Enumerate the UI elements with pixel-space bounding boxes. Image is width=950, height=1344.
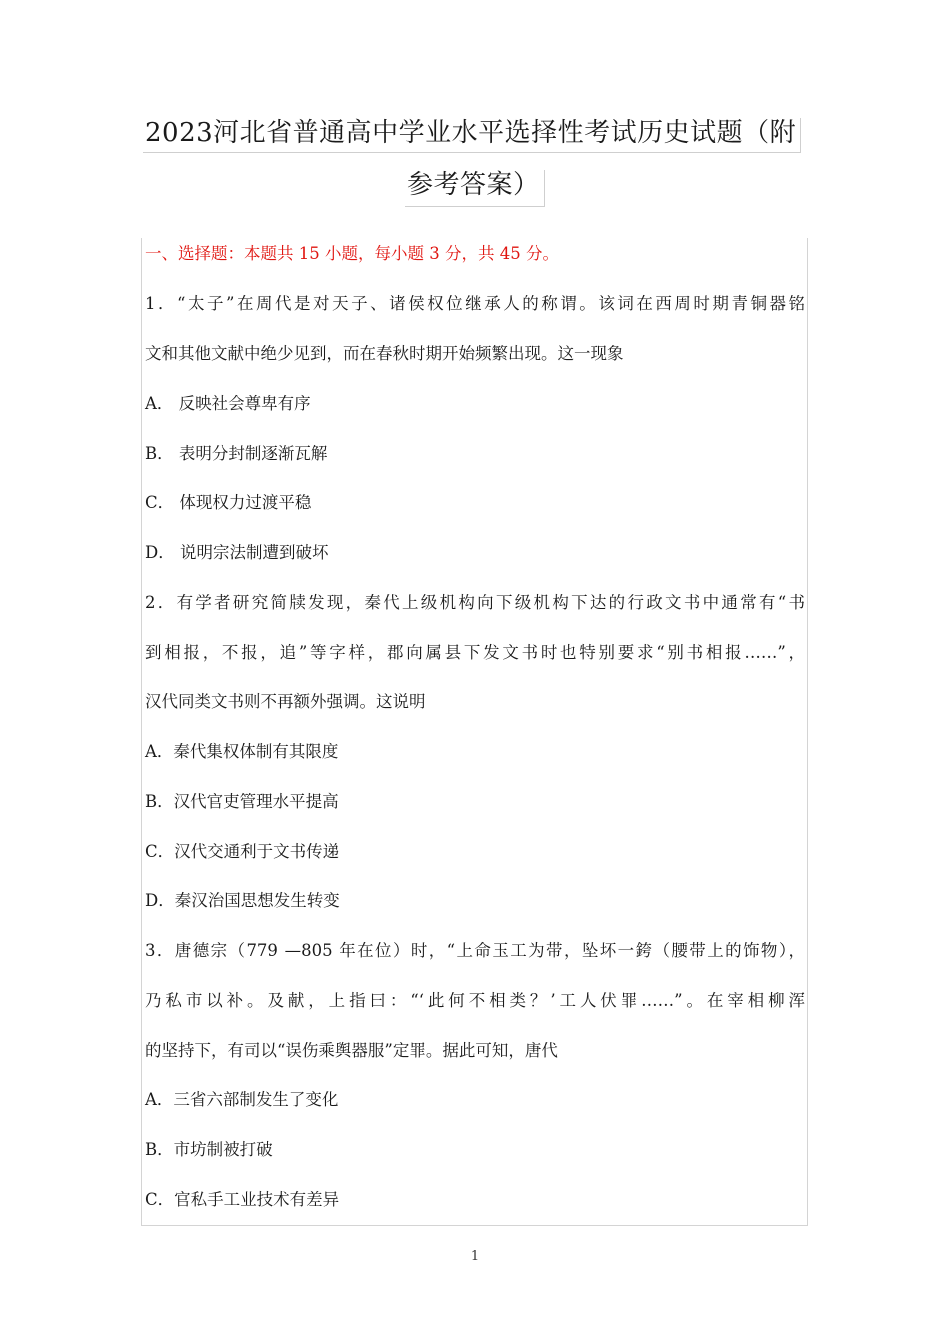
question-1-stem-line-1: 1．“太子”在周代是对天子、诸侯权位继承人的称谓。该词在西周时期青铜器铭	[145, 294, 805, 313]
question-1-option-a: A． 反映社会尊卑有序	[145, 394, 311, 413]
question-2-option-b: B．汉代官吏管理水平提高	[145, 792, 339, 811]
section-heading: 一、选择题：本题共 15 小题，每小题 3 分，共 45 分。	[145, 244, 559, 263]
question-1-option-c: C． 体现权力过渡平稳	[145, 493, 312, 512]
content-frame	[141, 238, 808, 1226]
document-title-line-2: 参考答案）	[405, 170, 545, 207]
question-3-option-b: B．市坊制被打破	[145, 1140, 273, 1159]
question-3-stem-line-2: 乃私市以补。及献，上指曰：“‘此何不相类？’工人伏罪……”。在宰相柳浑	[145, 991, 805, 1010]
question-2-option-d: D．秦汉治国思想发生转变	[145, 891, 340, 910]
question-2-option-a: A．秦代集权体制有其限度	[145, 742, 339, 761]
question-3-stem-line-1: 3．唐德宗（779 —805 年在位）时，“上命玉工为带，坠坏一銙（腰带上的饰物），	[145, 941, 805, 960]
question-1-option-d: D． 说明宗法制遭到破坏	[145, 543, 329, 562]
question-3-stem-line-3: 的坚持下，有司以“误伤乘舆器服”定罪。据此可知，唐代	[145, 1041, 558, 1060]
question-2-stem-line-3: 汉代同类文书则不再额外强调。这说明	[145, 692, 426, 711]
question-3-option-a: A．三省六部制发生了变化	[145, 1090, 339, 1109]
question-3-option-c: C．官私手工业技术有差异	[145, 1190, 340, 1209]
question-2-stem-line-2: 到相报，不报，追”等字样，郡向属县下发文书时也特别要求“别书相报……”，	[145, 643, 805, 662]
question-2-stem-line-1: 2．有学者研究简牍发现，秦代上级机构向下级机构下达的行政文书中通常有“书	[145, 593, 805, 612]
document-title-line-1: 2023河北省普通高中学业水平选择性考试历史试题（附	[143, 118, 801, 153]
page-number: 1	[470, 1249, 480, 1264]
question-1-option-b: B． 表明分封制逐渐瓦解	[145, 444, 328, 463]
question-1-stem-line-2: 文和其他文献中绝少见到，而在春秋时期开始频繁出现。这一现象	[145, 344, 624, 363]
question-2-option-c: C．汉代交通利于文书传递	[145, 842, 340, 861]
